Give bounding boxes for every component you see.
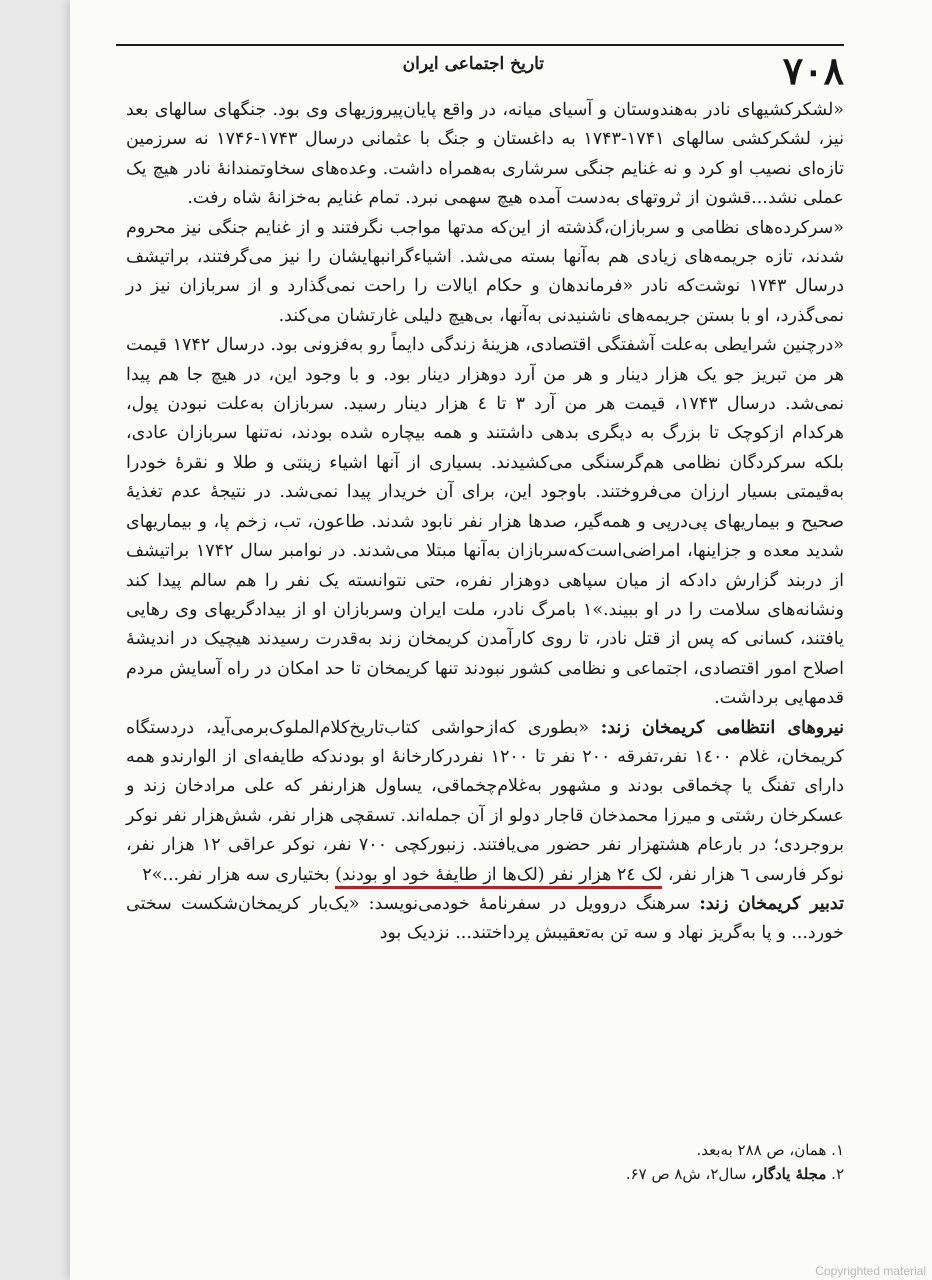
paragraph-nader-campaigns: «لشکرکشیهای نادر به‌هندوستان و آسیای میانه، در واقع پایان‌پیروزیهای وی بود. جنگهای سالهای بعد نیز، لشکرکشی سالهای ۱۷۴۱-۱۷۴۳ به داغستان و جنگ با عثمانی درسال ۱۷۴۳-۱۷۴۶ نه سرزمین تازه‌ای نصیب او کرد و نه غنایم جنگی سرشاری به‌همراه داشت. وعده‌های سخاوتمندانهٔ نادر هیچ یک عملی نشد...قشون از ثروتهای به‌دست آمده هیچ سهمی نبرد. تمام غنایم به‌خزانهٔ شاه رفت. [126,100,845,209]
book-page [70,0,932,1280]
zand-forces-heading: نیروهای انتظامی کریمخان زند: [600,717,844,738]
karim-tactics-heading: تدبیر کریمخان زند: [699,893,844,914]
karim-tactics-text: سرهنگ دروویل در سفرنامهٔ خودمی‌نویسد: «یک‌بار کریمخان‌شکست سختی خورد... و پا به‌گریز نهاد و سه تن به‌تعقیبش پرداختند... نزدیک بود [126,893,844,944]
footnote-1 [126,1138,844,1162]
footnote-2-text: سال۲، ش۸ ص ۶۷. [625,1165,752,1183]
paragraph-commanders-fines: «سرکرده‌های نظامی و سربازان،گذشته از این‌که مدتها مواجب نگرفتند و از غنایم جنگی نیز محروم شدند، تازه جریمه‌های زیادی هم به‌آنها بسته می‌شد. اشیاءگرانبهایشان را نیز می‌گرفتند، براتیشف درسال ۱۷۴۳ نوشت‌که نادر «فرماندهان و حکام ایالات را راحت نمی‌گذارد و از سربازان نیز در نمی‌گذرد، او با بستن جریمه‌های ناشنیدنی به‌آنها، بی‌هیچ دلیلی غارتشان می‌کند. [126,217,844,326]
page-number: ۷۰۸ [782,48,844,93]
zand-forces-text: «بطوری که‌ازحواشی کتاب‌تاریخ‌کلام‌الملوک‌برمی‌آید، دردستگاه کریمخان، غلام ۱٤۰۰ نفر،تفرقه ۲۰۰ نفر تا ۱۲۰۰ نفردرکارخانهٔ او بودندکه طایفه‌ای از الوارندو همه دارای تفنگ یا چخماقی بودند و مشهور به‌غلام‌چخماقی، یساول هزارنفر که علی مرادخان زند و عسکرخان رشتی و میرزا محمدخان قاجار دولو از آن جمله‌اند. تسقچی هزار نفر، شش‌هزار نفر نوکر بروجردی؛ در بارعام هشتهزار نفر حضور می‌یافتند. زنبورکچی ۷۰۰ نفر، نوکر عراقی ۱۲ هزار نفر، نوکر فارسی ٦ هزار نفر، [126,717,844,885]
footnote-2-number: ۲. [831,1165,844,1183]
running-title: تاریخ اجتماعی ایران [402,54,544,74]
footnote-1-text: همان، ص ۲۸۸ به‌بعد. [696,1141,827,1159]
page-body [126,96,844,949]
footnote-2-journal: مجلهٔ یادگار، [751,1165,827,1183]
underlined-passage: لک ۲٤ هزار نفر (لک‌ها از طایفهٔ خود او بودند) [335,865,662,889]
zand-forces-text-end: بختیاری سه هزار نفر...»۲ [142,864,336,885]
paragraph-economic-crisis: «درچنین شرایطی به‌علت آشفتگی اقتصادی، هزینهٔ زندگی دایماً رو به‌فزونی بود. درسال ۱۷۴۲ قیمت هر من تبریز جو یک هزار دینار و هر من آرد دوهزار دینار بود. و با وجود این، در هیچ جا هم پیدا نمی‌شد. درسال ۱۷۴۳، قیمت هر من آرد ۳ تا ٤ هزار دینار رسید. سربازان به‌علت نبودن پول، هرکدام ازکوچک تا بزرگ به دیگری بدهی داشتند و همه بیچاره شده بودند، نه‌تنها سربازان عادی، بلکه سرکردگان نظامی هم‌گرسنگی می‌کشیدند. بسیاری از آنها اشیاء زینتی و طلا و نقرهٔ خودرا به‌قیمتی بسیار ارزان می‌فروختند. باوجود این، برای آن خریدار پیدا نمی‌شد. در نتیجهٔ عدم تغذیهٔ صحیح و بیماریهای پی‌درپی و همه‌گیر، صدها هزار نفر نابود شدند. طاعون، تب، زخم پا، و بیماریهای شدید معده و جزاینها، امراضی‌است‌که‌سربازان به‌آنها مبتلا می‌شدند. در نوامبر سال ۱۷۴۲ براتیشف از دربند گزارش دادکه از میان سپاهی دوهزار نفره، حتی نتوانسته یک نفر را هم سالم پیدا کند ونشانه‌های سلامت را در او ببیند.»۱ بامرگ نادر، ملت ایران وسربازان او از بیدادگریهای وی رهایی یافتند، کسانی که پس از قتل نادر، تا روی کارآمدن کریمخان زند به‌قدرت رسیدند هیچیک در اندیشهٔ اصلاح امور اقتصادی، اجتماعی و نظامی کشور نبودند تنها کریمخان تا حد امکان در راه آسایش مردم قدمهایی برداشت. [126,335,844,709]
footnote-1-number: ۱. [831,1141,844,1159]
footnote-2 [126,1162,844,1186]
paragraph-karim-tactics [126,890,844,949]
copyright-watermark: Copyrighted material [815,1264,926,1278]
footnotes [126,1138,844,1186]
paragraph-zand-forces [126,714,844,890]
page-header [116,44,844,93]
